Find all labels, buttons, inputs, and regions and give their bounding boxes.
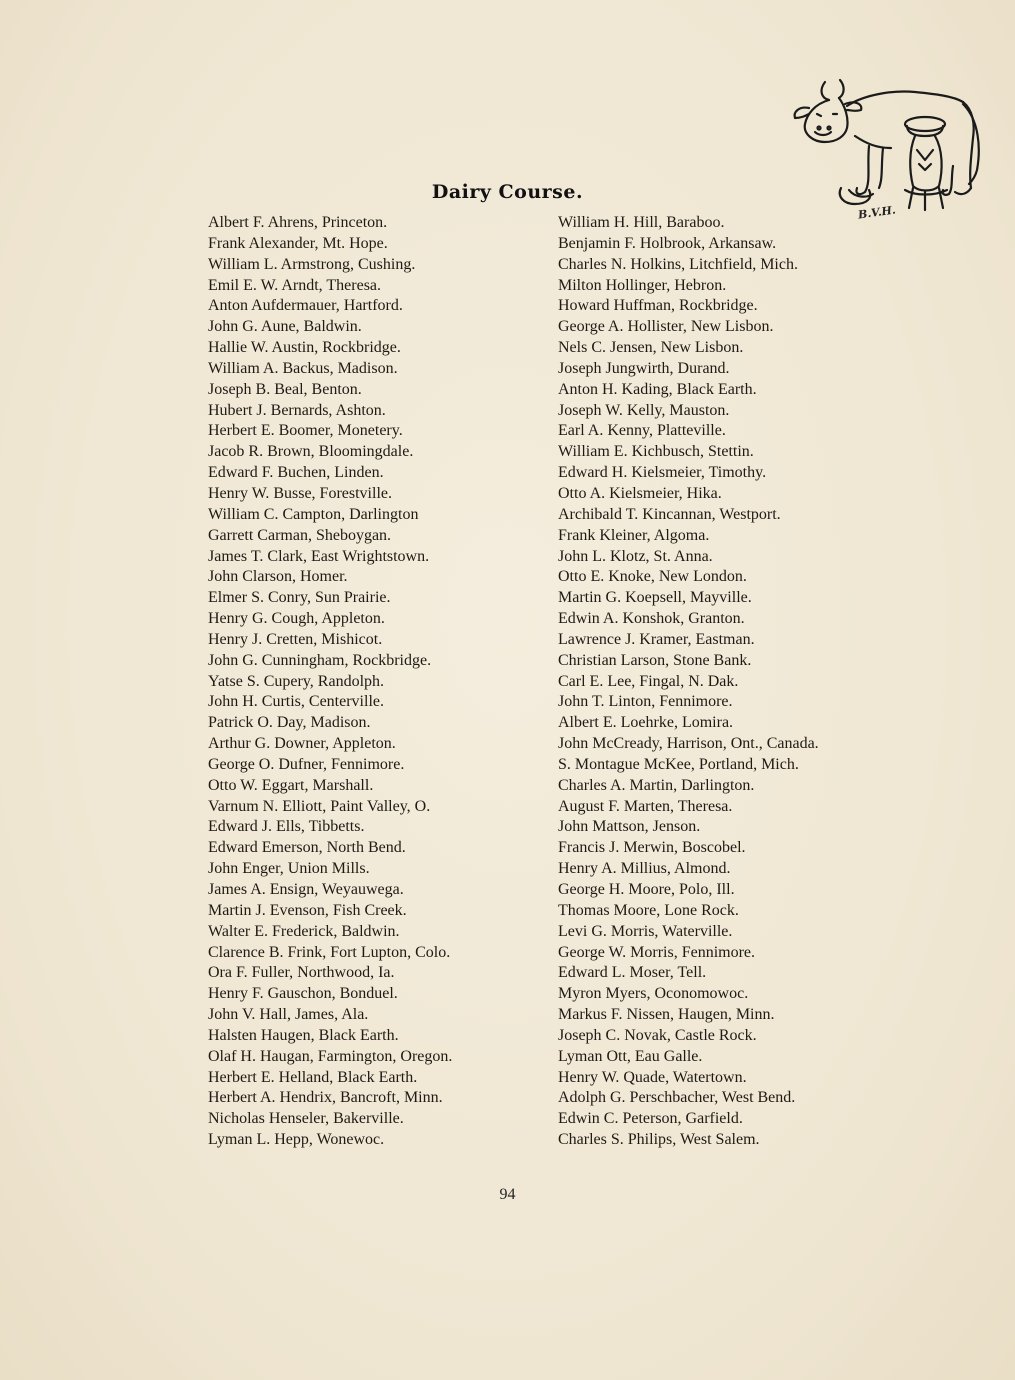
list-item: William C. Campton, Darlington (208, 505, 419, 523)
list-item: Otto W. Eggart, Marshall. (208, 776, 374, 794)
list-item: Christian Larson, Stone Bank. (558, 651, 752, 669)
list-item: Varnum N. Elliott, Paint Valley, O. (208, 797, 431, 815)
list-item: Frank Kleiner, Algoma. (558, 526, 710, 544)
list-item: Clarence B. Frink, Fort Lupton, Colo. (208, 943, 451, 961)
right-name-list (558, 213, 819, 1151)
list-item: Lawrence J. Kramer, Eastman. (558, 630, 755, 648)
list-item: Yatse S. Cupery, Randolph. (208, 672, 385, 690)
list-item: William E. Kichbusch, Stettin. (558, 443, 754, 461)
list-item: Francis J. Merwin, Boscobel. (558, 839, 746, 857)
list-item: Henry F. Gauschon, Bonduel. (208, 985, 398, 1003)
list-item: Hubert J. Bernards, Ashton. (208, 401, 386, 419)
list-item: Walter E. Frederick, Baldwin. (208, 922, 400, 940)
list-item: Charles A. Martin, Darlington. (558, 776, 755, 794)
list-item: William L. Armstrong, Cushing. (208, 255, 416, 273)
list-item: Patrick O. Day, Madison. (208, 714, 371, 732)
list-item: Anton Aufdermauer, Hartford. (208, 297, 403, 315)
list-item: Halsten Haugen, Black Earth. (208, 1026, 399, 1044)
list-item: Edwin C. Peterson, Garfield. (558, 1110, 743, 1128)
list-item: Nicholas Henseler, Bakerville. (208, 1110, 404, 1128)
list-item: Nels C. Jensen, New Lisbon. (558, 339, 744, 357)
list-item: George H. Moore, Polo, Ill. (558, 881, 735, 898)
list-item: Henry J. Cretten, Mishicot. (208, 630, 383, 648)
list-item: James T. Clark, East Wrightstown. (208, 547, 430, 565)
list-item: Charles S. Philips, West Salem. (558, 1131, 760, 1149)
list-item: Adolph G. Perschbacher, West Bend. (558, 1089, 796, 1107)
list-item: Carl E. Lee, Fingal, N. Dak. (558, 672, 739, 690)
list-item: John Enger, Union Mills. (208, 860, 370, 878)
list-item: Otto A. Kielsmeier, Hika. (558, 484, 722, 502)
list-item: Lyman L. Hepp, Wonewoc. (208, 1131, 385, 1149)
list-item: Benjamin F. Holbrook, Arkansaw. (558, 234, 777, 252)
list-item: James A. Ensign, Weyauwega. (208, 881, 404, 898)
list-item: Levi G. Morris, Waterville. (558, 922, 733, 940)
list-item: Olaf H. Haugan, Farmington, Oregon. (208, 1047, 453, 1065)
list-item: John V. Hall, James, Ala. (208, 1006, 369, 1024)
list-item: Albert F. Ahrens, Princeton. (208, 214, 388, 231)
list-item: John G. Aune, Baldwin. (208, 318, 362, 336)
left-name-list (208, 213, 452, 1151)
list-item: Martin G. Koepsell, Mayville. (558, 589, 752, 607)
list-item: Henry W. Quade, Watertown. (558, 1068, 747, 1086)
list-item: Elmer S. Conry, Sun Prairie. (208, 589, 391, 607)
list-item: William H. Hill, Baraboo. (558, 214, 725, 231)
list-item: Frank Alexander, Mt. Hope. (208, 234, 388, 252)
list-item: Archibald T. Kincannan, Westport. (558, 505, 781, 523)
list-item: John Clarson, Homer. (208, 568, 348, 586)
list-item: Edward J. Ells, Tibbetts. (208, 818, 365, 836)
list-item: Garrett Carman, Sheboygan. (208, 526, 392, 544)
page-number: 94 (499, 1186, 516, 1203)
section-heading: Dairy Course. (431, 181, 584, 203)
list-item: John Mattson, Jenson. (558, 818, 701, 836)
illustrator-initials: B.V.H. (857, 203, 897, 222)
list-item: John T. Linton, Fennimore. (558, 693, 733, 711)
list-item: Edward Emerson, North Bend. (208, 839, 406, 857)
list-item: Joseph B. Beal, Benton. (208, 380, 362, 398)
list-item: Edwin A. Konshok, Granton. (558, 610, 745, 628)
list-item: George A. Hollister, New Lisbon. (558, 318, 774, 336)
list-item: Joseph Jungwirth, Durand. (558, 359, 730, 377)
list-item: Emil E. W. Arndt, Theresa. (208, 276, 382, 294)
list-item: Edward F. Buchen, Linden. (208, 464, 384, 482)
list-item: John L. Klotz, St. Anna. (558, 547, 713, 565)
list-item: Howard Huffman, Rockbridge. (558, 297, 758, 315)
list-item: Markus F. Nissen, Haugen, Minn. (558, 1006, 775, 1024)
list-item: Hallie W. Austin, Rockbridge. (208, 339, 401, 357)
list-item: Henry A. Millius, Almond. (558, 860, 731, 878)
list-item: Myron Myers, Oconomowoc. (558, 985, 749, 1003)
list-item: John G. Cunningham, Rockbridge. (208, 651, 432, 669)
list-item: Otto E. Knoke, New London. (558, 568, 747, 586)
list-item: Earl A. Kenny, Platteville. (558, 422, 726, 440)
list-item: John McCready, Harrison, Ont., Canada. (558, 735, 819, 753)
list-item: Jacob R. Brown, Bloomingdale. (208, 443, 414, 461)
list-item: Edward H. Kielsmeier, Timothy. (558, 464, 767, 482)
list-item: Edward L. Moser, Tell. (558, 964, 707, 982)
list-item: John H. Curtis, Centerville. (208, 693, 384, 711)
list-item: Herbert A. Hendrix, Bancroft, Minn. (208, 1089, 443, 1107)
list-item: Henry G. Cough, Appleton. (208, 610, 385, 628)
list-item: Joseph W. Kelly, Mauston. (558, 401, 730, 419)
list-item: Arthur G. Downer, Appleton. (208, 735, 396, 753)
list-item: Anton H. Kading, Black Earth. (558, 380, 757, 398)
list-item: Milton Hollinger, Hebron. (558, 276, 727, 294)
list-item: Charles N. Holkins, Litchfield, Mich. (558, 255, 798, 273)
list-item: Martin J. Evenson, Fish Creek. (208, 901, 407, 919)
list-item: Henry W. Busse, Forestville. (208, 484, 392, 502)
list-item: Thomas Moore, Lone Rock. (558, 901, 739, 919)
list-item: Herbert E. Boomer, Monetery. (208, 422, 403, 440)
list-item: George W. Morris, Fennimore. (558, 943, 756, 961)
list-item: August F. Marten, Theresa. (558, 797, 733, 815)
list-item: Joseph C. Novak, Castle Rock. (558, 1026, 757, 1044)
list-item: Ora F. Fuller, Northwood, Ia. (208, 964, 395, 982)
list-item: S. Montague McKee, Portland, Mich. (558, 755, 799, 773)
list-item: George O. Dufner, Fennimore. (208, 755, 405, 773)
list-item: Albert E. Loehrke, Lomira. (558, 714, 734, 732)
list-item: Lyman Ott, Eau Galle. (558, 1047, 703, 1065)
list-item: Herbert E. Helland, Black Earth. (208, 1068, 418, 1086)
list-item: William A. Backus, Madison. (208, 359, 398, 377)
